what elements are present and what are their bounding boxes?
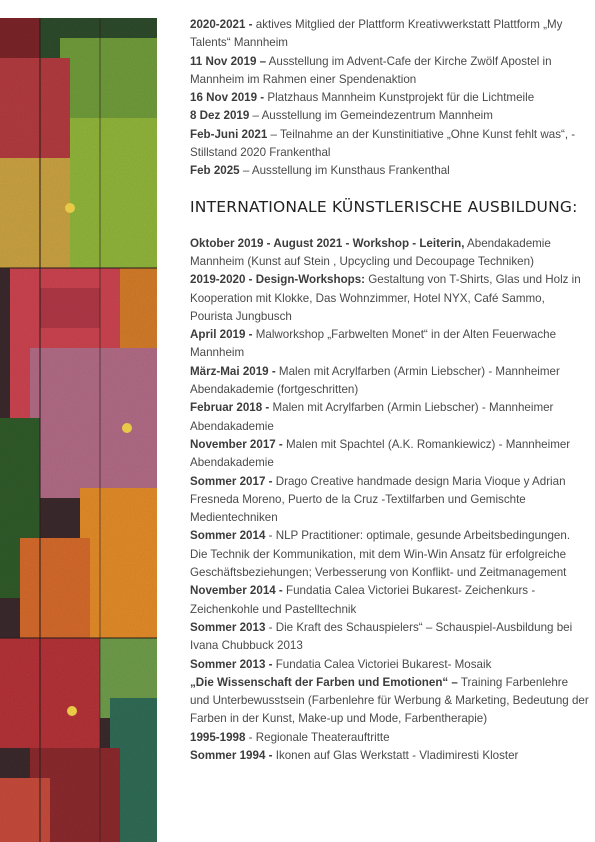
list-item: Februar 2018 - Malen mit Acrylfarben (Armin Liebscher) - Mannheimer Abendakademie — [190, 401, 554, 433]
section-heading: INTERNATIONALE KÜNSTLERISCHE AUSBILDUNG: — [190, 197, 578, 216]
education-list — [190, 235, 590, 766]
list-item: Sommer 2013 - Die Kraft des Schauspielers“ – Schauspiel-Ausbildung bei Ivana Chubbuck 2013 — [190, 620, 573, 653]
exhibitions-list — [190, 16, 590, 181]
list-item: Sommer 2013 - Fundatia Calea Victoriei Bukarest- Mosaik — [190, 657, 492, 671]
list-item: 16 Nov 2019 - Platzhaus Mannheim Kunstprojekt für die Lichtmeile — [190, 91, 535, 105]
list-item: Sommer 1994 - Ikonen auf Glas Werkstatt - Vladimiresti Kloster — [190, 748, 519, 762]
list-item: März-Mai 2019 - Malen mit Acrylfarben (Armin Liebscher) - Mannheimer Abendakademie (fortgeschritten) — [190, 364, 560, 397]
list-item: 8 Dez 2019 – Ausstellung im Gemeindezentrum Mannheim — [190, 109, 493, 123]
list-item: „Die Wissenschaft der Farben und Emotionen“ – Training Farbenlehre und Unterbewusstsein (Farbenlehre für Werbung & Marketing, Bedeutung der Farben in der Kunst, Make-up und Mode, Farbentherapie) — [190, 675, 589, 726]
list-item: Feb 2025 – Ausstellung im Kunsthaus Frankenthal — [190, 164, 450, 178]
list-item: November 2014 - Fundatia Calea Victoriei Bukarest- Zeichenkurs - Zeichenkohle und Pastelltechnik — [190, 584, 536, 616]
list-item: Sommer 2014 - NLP Practitioner: optimale, gesunde Arbeitsbedingungen. Die Technik der Kommunikation, mit dem Win-Win Ansatz für erfolgreiche Geschäftsbeziehungen; Verbesserung von Konflikt- und Zeitmanagement — [190, 529, 571, 580]
list-item: Sommer 2017 - Drago Creative handmade design Maria Vioque y Adrian Fresneda Moreno, Puerto de la Cruz -Textilfarben und Gemischte Medientechniken — [190, 474, 566, 525]
list-item: 11 Nov 2019 – Ausstellung im Advent-Cafe der Kirche Zwölf Apostel in Mannheim im Rahmen einer Spendenaktion — [190, 54, 552, 86]
list-item: 2019-2020 - Design-Workshops: Gestaltung von T-Shirts, Glas und Holz in Kooperation mit Klokke, Das Wohnzimmer, Hotel NYX, Café Sammo, Pourista Jungbusch — [190, 273, 581, 323]
list-item: November 2017 - Malen mit Spachtel (A.K. Romankiewicz) - Mannheimer Abendakademie — [190, 437, 571, 470]
list-item: Feb-Juni 2021 – Teilnahme an der Kunstinitiative „Ohne Kunst fehlt was“, -Stillstand 2020 Frankenthal — [190, 127, 576, 160]
abstract-painting-image — [0, 18, 157, 842]
list-item: 2020-2021 - aktives Mitglied der Plattform Kreativwerkstatt Plattform „My Talents“ Mannheim — [190, 18, 563, 50]
list-item: 1995-1998 - Regionale Theaterauftritte — [190, 730, 390, 744]
list-item: April 2019 - Malworkshop „Farbwelten Monet“ in der Alten Feuerwache Mannheim — [190, 328, 557, 360]
list-item: Oktober 2019 - August 2021 - Workshop - Leiterin, Abendakademie Mannheim (Kunst auf Stein , Upcycling und Decoupage Techniken) — [190, 236, 551, 268]
cv-content — [190, 16, 590, 765]
